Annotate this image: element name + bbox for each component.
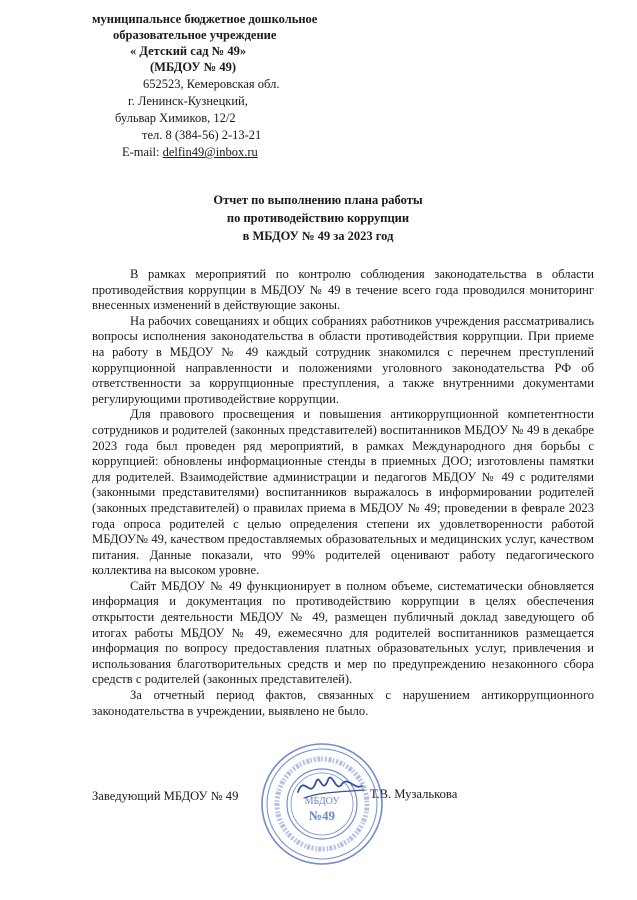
stamp-number-text: №49	[308, 808, 336, 823]
report-title-line-1: Отчет по выполнению плана работы	[213, 193, 423, 207]
report-title	[118, 191, 518, 245]
body-paragraph-education: Для правового просвещения и повышения антикоррупционной компетентности сотрудников и родителей (законных представителей) воспитанников МБДОУ № 49 в декабре 2023 года был проведен ряд мероприятий, в рамках Международного дня борьбы с коррупцией: обновлены информационные стенды в приемных ДОО; изготовлены памятки для родителей. Взаимодействие администрации и педагогов МБДОУ № 49 с родителями (законными представителями) воспитанников выражалось в информировании родителей (законных представителей) о правилах приема в МБДОУ № 49; проведении в феврале 2023 года опроса родителей с целью определения степени их удовлетворенности работой МБДОУ№ 49, качеством предоставляемых образовательных и медицинских услуг, качеством питания. Данные показали, что 99% родителей оценивают работу педагогического коллектива на высоком уровне.	[92, 407, 594, 578]
email-link[interactable]: delfin49@inbox.ru	[162, 145, 258, 159]
handwritten-signature	[298, 778, 362, 792]
body-paragraph-website: Сайт МБДОУ № 49 функционирует в полном объеме, систематически обновляется информация и документация по противодействию коррупции в целях обеспечения открытости деятельности МБДОУ № 49, размещен публичный доклад заведующего об итогах работы МБДОУ № 49, ежемесячно для родителей воспитанников размещается информация по вопросу предоставления платных образовательных услуг, привлечения и использования благотворительных средств и мер по предупреждению незаконного сбора средств с родителей (законных представителей).	[92, 578, 594, 687]
official-stamp	[258, 740, 386, 868]
letterhead-org-abbr: (МБДОУ № 49)	[150, 60, 237, 74]
body-paragraph-meetings: На рабочих совещаниях и общих собраниях работников учреждения рассматривались вопросы исполнения законодательства в области противодействия коррупции. При приеме на работу в МБДОУ № 49 каждый сотрудник знакомился с перечнем преступлений коррупционной направленности и положениями уголовного законодательства РФ об ответственности за коррупционные преступления, а также внутренними документами регулирующими противодействие коррупции.	[92, 313, 594, 406]
letterhead-org-line-1: муниципальнсе бюджетное дошкольное	[92, 12, 318, 26]
letterhead-street: бульвар Химиков, 12/2	[115, 111, 236, 125]
report-body	[92, 267, 594, 719]
letterhead-postal-region: 652523, Кемеровская обл.	[143, 77, 280, 91]
letterhead-city: г. Ленинск-Кузнецкий,	[128, 94, 248, 108]
letterhead-org-name: « Детский сад № 49»	[130, 44, 247, 58]
signature-name: Т.В. Музалькова	[370, 787, 458, 801]
letterhead-phone: тел. 8 (384-56) 2-13-21	[142, 128, 262, 142]
email-label: E-mail:	[122, 145, 163, 159]
report-title-line-3: в МБДОУ № 49 за 2023 год	[242, 229, 394, 243]
body-paragraph-conclusion: За отчетный период фактов, связанных с нарушением антикоррупционного законодательства в учреждении, выявлено не было.	[92, 688, 594, 718]
letterhead-email-line	[122, 145, 258, 160]
stamp-center-text: МБДОУ	[304, 796, 340, 807]
body-paragraph-monitoring: В рамках мероприятий по контролю соблюдения законодательства в области противодействия коррупции в МБДОУ № 49 в течение всего года проводился мониторинг внесенных изменений в действующие законы.	[92, 267, 594, 313]
report-title-line-2: по противодействию коррупции	[226, 211, 410, 225]
letterhead-org-line-2: образовательное учреждение	[113, 28, 277, 42]
signature-role: Заведующий МБДОУ № 49	[92, 789, 239, 803]
